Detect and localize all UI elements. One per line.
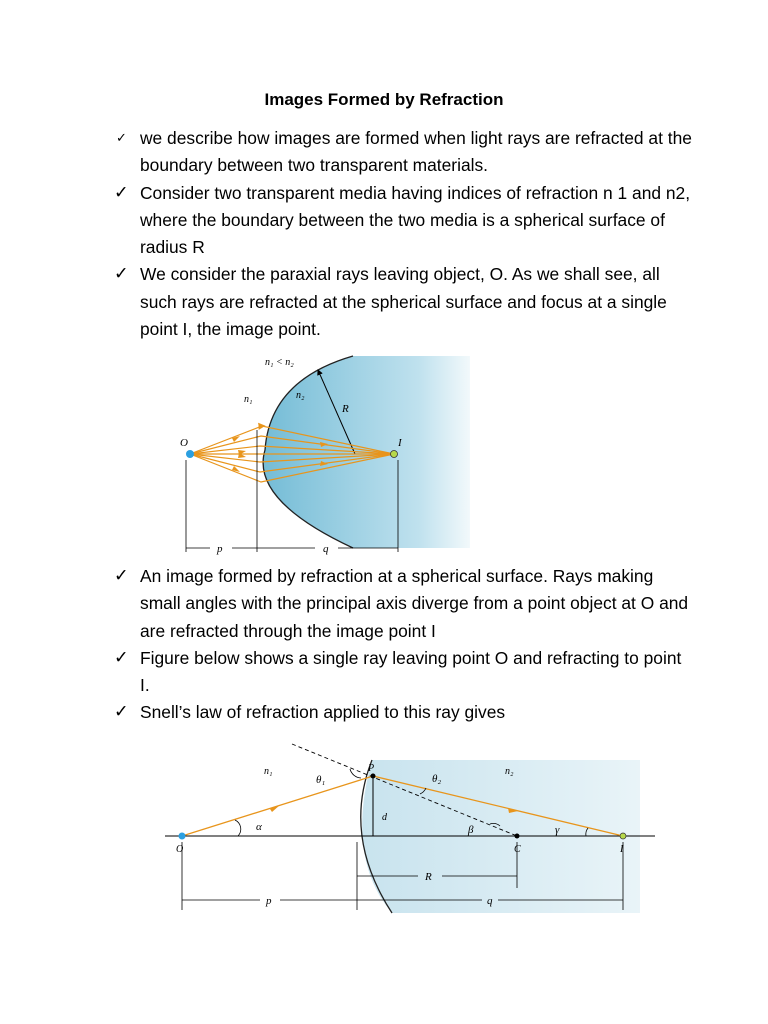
label-condition: n₁ < n₂ (265, 357, 294, 368)
label-theta2: θ₂ (432, 773, 442, 785)
label-p: p (266, 895, 272, 907)
label-n1: n₁ (264, 766, 273, 777)
bullet-text: We consider the paraxial rays leaving object, O. As we shall see, all such rays are refracted at the spherical surface and focus at a single point I, the image point. (140, 264, 667, 340)
bullet-list-bottom (112, 563, 692, 727)
label-p: p (217, 543, 223, 555)
label-q: q (487, 895, 493, 907)
figure-single-ray (160, 738, 660, 918)
bullet-item (112, 699, 692, 726)
label-I: I (398, 437, 402, 449)
label-alpha: α (256, 821, 262, 833)
bullet-item (112, 645, 692, 700)
bullet-text: we describe how images are formed when light rays are refracted at the boundary between two transparent materials. (140, 128, 692, 176)
center-point (515, 834, 520, 839)
object-point (179, 833, 186, 840)
bullet-list-top (112, 125, 692, 343)
check-icon: ✓ (116, 131, 127, 146)
label-C: C (514, 844, 521, 855)
check-icon: ✓ (114, 566, 129, 586)
bullet-item (112, 180, 692, 262)
label-P: P (368, 763, 375, 774)
label-beta: β (468, 824, 474, 836)
bullet-item (112, 261, 692, 343)
label-R: R (342, 403, 349, 415)
label-gamma: γ (555, 824, 560, 836)
bullet-text: Snell’s law of refraction applied to this ray gives (140, 702, 506, 723)
object-point (186, 450, 194, 458)
bullet-item (112, 125, 692, 180)
image-point (620, 833, 626, 839)
page-title: Images Formed by Refraction (264, 90, 504, 109)
label-R: R (425, 871, 432, 883)
check-icon: ✓ (114, 647, 129, 668)
bullet-text: An image formed by refraction at a spherical surface. Rays making small angles with the principal axis diverge from a point object at O and are refracted through the image point I (140, 566, 689, 641)
check-icon: ✓ (114, 702, 129, 723)
label-d: d (382, 812, 387, 823)
label-q: q (323, 543, 329, 555)
label-theta1: θ₁ (316, 774, 326, 786)
check-icon: ✓ (114, 182, 129, 203)
bullet-item (112, 563, 692, 645)
bullet-text: Consider two transparent media having indices of refraction n 1 and n2, where the boundary between the two media is a spherical surface of radius R (140, 182, 691, 258)
bullet-text: Figure below shows a single ray leaving point O and refracting to point I. (140, 647, 682, 696)
label-n2: n₂ (296, 390, 305, 401)
label-n2: n₂ (505, 766, 514, 777)
label-n1: n₁ (244, 394, 253, 405)
label-I: I (620, 844, 624, 855)
check-icon: ✓ (114, 264, 129, 285)
figure-refraction-rays (170, 350, 480, 560)
label-O: O (176, 844, 184, 855)
label-O: O (180, 437, 188, 449)
image-point (391, 451, 398, 458)
